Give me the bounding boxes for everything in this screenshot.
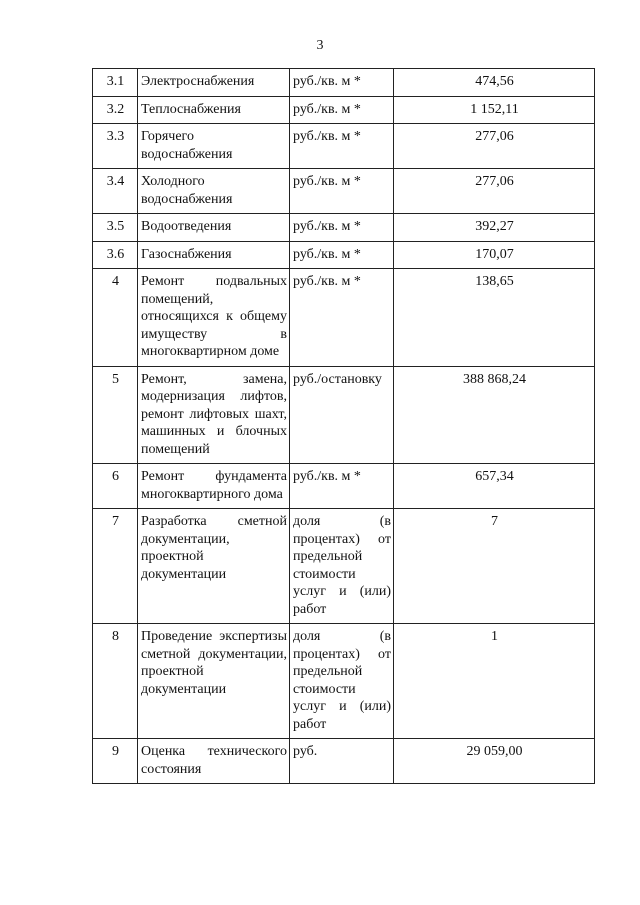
price-value: 392,27 bbox=[394, 214, 595, 242]
work-name: Оценка технического состояния bbox=[138, 739, 290, 784]
price-value: 277,06 bbox=[394, 124, 595, 169]
price-value: 7 bbox=[394, 509, 595, 624]
price-value: 170,07 bbox=[394, 241, 595, 269]
unit-of-measure: руб./кв. м * bbox=[290, 69, 394, 97]
unit-of-measure: доля (в процентах) от предельной стоимости услуг и (или) работ bbox=[290, 509, 394, 624]
table-row bbox=[93, 509, 595, 624]
price-value: 1 bbox=[394, 624, 595, 739]
work-name: Газоснабжения bbox=[138, 241, 290, 269]
row-number: 8 bbox=[93, 624, 138, 739]
table-row bbox=[93, 169, 595, 214]
unit-of-measure: руб./кв. м * bbox=[290, 96, 394, 124]
price-value: 138,65 bbox=[394, 269, 595, 367]
unit-of-measure: руб./кв. м * bbox=[290, 269, 394, 367]
price-value: 1 152,11 bbox=[394, 96, 595, 124]
work-name: Ремонт, замена, модернизация лифтов, ремонт лифтовых шахт, машинных и блочных помещений bbox=[138, 366, 290, 464]
tariff-table bbox=[92, 68, 595, 784]
price-value: 657,34 bbox=[394, 464, 595, 509]
table-row bbox=[93, 269, 595, 367]
row-number: 4 bbox=[93, 269, 138, 367]
price-value: 474,56 bbox=[394, 69, 595, 97]
table-row bbox=[93, 96, 595, 124]
work-name: Проведение экспертизы сметной документации, проектной документации bbox=[138, 624, 290, 739]
row-number: 5 bbox=[93, 366, 138, 464]
price-value: 388 868,24 bbox=[394, 366, 595, 464]
price-value: 29 059,00 bbox=[394, 739, 595, 784]
table-row bbox=[93, 366, 595, 464]
row-number: 7 bbox=[93, 509, 138, 624]
work-name: Электроснабжения bbox=[138, 69, 290, 97]
table-row bbox=[93, 624, 595, 739]
row-number: 3.1 bbox=[93, 69, 138, 97]
work-name: Теплоснабжения bbox=[138, 96, 290, 124]
work-name: Водоотведения bbox=[138, 214, 290, 242]
row-number: 3.2 bbox=[93, 96, 138, 124]
row-number: 3.4 bbox=[93, 169, 138, 214]
table-row bbox=[93, 214, 595, 242]
row-number: 3.5 bbox=[93, 214, 138, 242]
work-name: Ремонт фундамента многоквартирного дома bbox=[138, 464, 290, 509]
price-value: 277,06 bbox=[394, 169, 595, 214]
unit-of-measure: руб./кв. м * bbox=[290, 464, 394, 509]
row-number: 9 bbox=[93, 739, 138, 784]
work-name: Горячего водоснабжения bbox=[138, 124, 290, 169]
row-number: 6 bbox=[93, 464, 138, 509]
table-row bbox=[93, 464, 595, 509]
unit-of-measure: руб./кв. м * bbox=[290, 214, 394, 242]
unit-of-measure: руб. bbox=[290, 739, 394, 784]
table-row bbox=[93, 739, 595, 784]
work-name: Ремонт подвальных помещений, относящихся к общему имуществу в многоквартирном доме bbox=[138, 269, 290, 367]
page-number: 3 bbox=[316, 38, 324, 53]
unit-of-measure: руб./кв. м * bbox=[290, 124, 394, 169]
table-row bbox=[93, 241, 595, 269]
row-number: 3.6 bbox=[93, 241, 138, 269]
row-number: 3.3 bbox=[93, 124, 138, 169]
table-row bbox=[93, 124, 595, 169]
unit-of-measure: руб./кв. м * bbox=[290, 169, 394, 214]
unit-of-measure: руб./остановку bbox=[290, 366, 394, 464]
unit-of-measure: руб./кв. м * bbox=[290, 241, 394, 269]
work-name: Разработка сметной документации, проектной документации bbox=[138, 509, 290, 624]
work-name: Холодного водоснабжения bbox=[138, 169, 290, 214]
table-row bbox=[93, 69, 595, 97]
unit-of-measure: доля (в процентах) от предельной стоимости услуг и (или) работ bbox=[290, 624, 394, 739]
